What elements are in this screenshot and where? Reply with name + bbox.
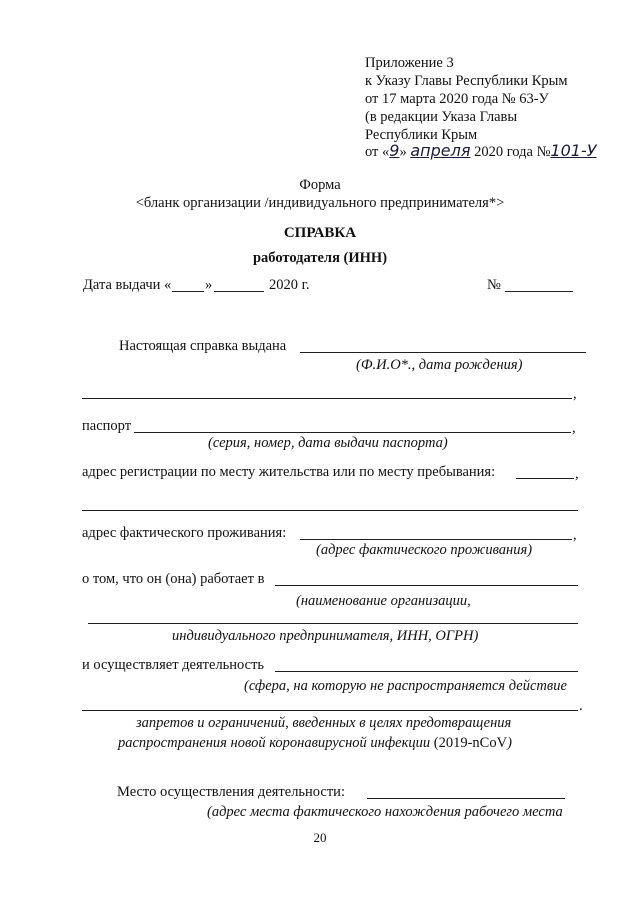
activity-hint-3-code: (2019-nCoV [430,735,508,751]
works-at-hint-2: индивидуального предпринимателя, ИНН, ОГРН) [172,628,479,644]
activity-blank[interactable] [275,671,578,672]
number-blank[interactable] [505,291,573,292]
comma-2: , [572,420,576,436]
place-label: Место осуществления деятельности: [117,784,345,800]
handwritten-number: 101-У [550,141,597,160]
activity-hint-3-close: ) [507,735,512,751]
works-at-label: о том, что он (она) работает в [82,571,265,587]
registration-blank-2[interactable] [82,510,578,511]
registration-label: адрес регистрации по месту жительства или по месту пребывания: [82,464,496,480]
issue-day-blank[interactable] [172,291,204,292]
issued-to-hint: (Ф.И.О*., дата рождения) [356,357,523,373]
number-label: № [487,277,501,293]
issue-month-blank[interactable] [214,291,264,292]
comma-1: , [573,386,577,402]
works-at-hint: (наименование организации, [296,593,471,609]
issued-to-blank[interactable] [300,352,586,353]
document-subtitle: работодателя (ИНН) [252,250,388,266]
appendix-line-5: Республики Крым [365,127,478,143]
issue-date-mid: » [205,277,213,293]
appendix-line-6 [365,142,596,161]
comma-3: , [575,466,579,482]
works-at-blank-2[interactable] [88,623,578,624]
appendix-line-2: к Указу Главы Республики Крым [365,73,568,89]
actual-address-label: адрес фактического проживания: [82,525,287,541]
place-blank[interactable] [367,798,565,799]
appendix-date-prefix: от « [365,144,390,160]
actual-address-blank[interactable] [300,539,572,540]
appendix-line-4: (в редакции Указа Главы [365,109,518,125]
handwritten-month: апреля [410,141,471,160]
issue-date-label: Дата выдачи « [83,277,172,293]
passport-label: паспорт [82,418,132,434]
actual-address-hint: (адрес фактического проживания) [316,542,533,558]
form-label: Форма [299,177,341,193]
page-number: 20 [313,830,327,845]
appendix-date-mid: » [399,144,411,160]
activity-hint: (сфера, на которую не распространяется действие [244,678,567,694]
issued-to-label: Настоящая справка выдана [119,338,287,354]
works-at-blank[interactable] [275,585,578,586]
activity-hint-2: запретов и ограничений, введенных в целях предотвращения [136,715,512,731]
document-title: СПРАВКА [283,225,357,241]
form-subtitle: <бланк организации /индивидуального предпринимателя*> [135,195,505,211]
appendix-line-3: от 17 марта 2020 года № 63-У [365,91,549,107]
activity-label: и осуществляет деятельность [82,657,265,673]
comma-4: , [573,527,577,543]
issued-to-blank-2[interactable] [82,398,572,399]
passport-hint: (серия, номер, дата выдачи паспорта) [208,435,448,451]
passport-blank[interactable] [134,432,571,433]
appendix-line-1: Приложение 3 [365,55,454,71]
issue-year: 2020 г. [269,277,310,293]
place-hint: (адрес места фактического нахождения рабочего места [207,804,563,820]
activity-hint-3 [118,734,512,752]
activity-hint-3-text: распространения новой коронавирусной инфекции [118,735,431,751]
period-mark: . [579,698,583,714]
appendix-year: 2020 года № [470,144,551,160]
registration-blank[interactable] [516,478,574,479]
activity-blank-2[interactable] [82,710,578,711]
handwritten-day: 9 [389,141,400,160]
